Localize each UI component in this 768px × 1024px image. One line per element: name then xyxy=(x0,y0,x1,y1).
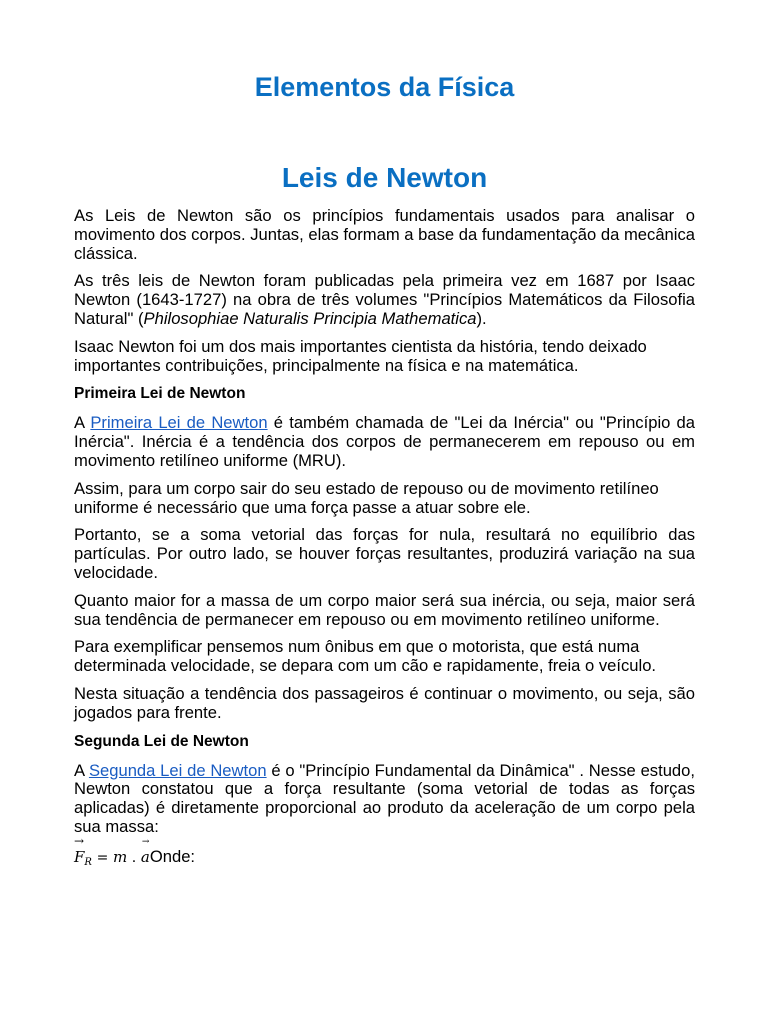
intro-paragraph-2-end: ). xyxy=(476,308,487,328)
multiply-dot: . xyxy=(131,849,137,866)
mass-symbol: m xyxy=(112,847,128,866)
second-law-paragraph-1-start: A xyxy=(74,760,89,780)
acceleration-symbol: a xyxy=(140,847,150,866)
section-title: Leis de Newton xyxy=(281,162,488,193)
first-law-paragraph-1-start: A xyxy=(74,413,91,433)
equals-sign: = xyxy=(96,849,109,866)
first-law-paragraph-1 xyxy=(74,414,695,470)
first-law-paragraph-3: Portanto, se a soma vetorial das forças for nula, resultará no equilíbrio das partículas. Por outro lado, se houver forças resultantes, produzirá variação na sua velocidade. xyxy=(74,525,695,582)
acceleration-vector xyxy=(140,836,150,868)
first-law-paragraph-5: Para exemplificar pensemos num ônibus em que o motorista, que está numa determinada velocidade, se depara com um cão e rapidamente, freia o veículo. xyxy=(74,637,657,676)
formula-onde-label: Onde: xyxy=(149,846,196,866)
force-vector xyxy=(74,833,85,868)
page-title: Elementos da Física xyxy=(254,72,515,102)
intro-paragraph-2 xyxy=(74,272,695,328)
intro-paragraph-2-text: As três leis de Newton foram publicadas pela primeira vez em 1687 por Isaac Newton (1643-1727) na obra de três volumes "Princípios Matemáticos da Filosofia Natural" ( xyxy=(74,271,695,328)
first-law-link[interactable]: Primeira Lei de Newton xyxy=(90,413,268,433)
force-symbol: F xyxy=(74,847,85,866)
second-law-paragraph-1 xyxy=(74,762,695,837)
acceleration-vector-arrow: → xyxy=(141,836,150,847)
force-vector-arrow: → xyxy=(74,833,85,848)
first-law-paragraph-1-text: é também chamada de "Lei da Inércia" ou "Princípio da Inércia". Inércia é a tendência dos corpos de permanecerem em repouso ou em movimento retilíneo uniforme (MRU). xyxy=(74,413,696,470)
first-law-heading: Primeira Lei de Newton xyxy=(74,385,246,403)
newton-second-law-formula xyxy=(74,833,695,874)
intro-paragraph-1: As Leis de Newton são os princípios fundamentais usados para analisar o movimento dos corpos. Juntas, elas formam a base da fundamentação da mecânica clássica. xyxy=(74,206,695,263)
second-law-paragraph-1-text: é o "Princípio Fundamental da Dinâmica" . Nesse estudo, Newton constatou que a força resultante (soma vetorial de todas as forças aplicadas) é diretamente proporcional ao produto da aceleração de um corpo pela sua massa: xyxy=(74,760,695,836)
first-law-paragraph-2: Assim, para um corpo sair do seu estado de repouso ou de movimento retilíneo uniforme é necessário que uma força passe a atuar sobre ele. xyxy=(74,478,659,517)
first-law-paragraph-6: Nesta situação a tendência dos passageiros é continuar o movimento, ou seja, são jogados para frente. xyxy=(74,683,695,722)
second-law-heading: Segunda Lei de Newton xyxy=(74,732,249,750)
force-subscript: R xyxy=(84,856,92,868)
first-law-paragraph-4: Quanto maior for a massa de um corpo maior será sua inércia, ou seja, maior será sua tendência de permanecer em repouso ou em movimento retilíneo uniforme. xyxy=(74,590,695,629)
principia-title: Philosophiae Naturalis Principia Mathematica xyxy=(143,308,477,328)
second-law-link[interactable]: Segunda Lei de Newton xyxy=(88,760,267,780)
intro-paragraph-3: Isaac Newton foi um dos mais importantes cientista da história, tendo deixado importantes contribuições, principalmente na física e na matemática. xyxy=(74,336,647,375)
document-body xyxy=(74,207,695,874)
